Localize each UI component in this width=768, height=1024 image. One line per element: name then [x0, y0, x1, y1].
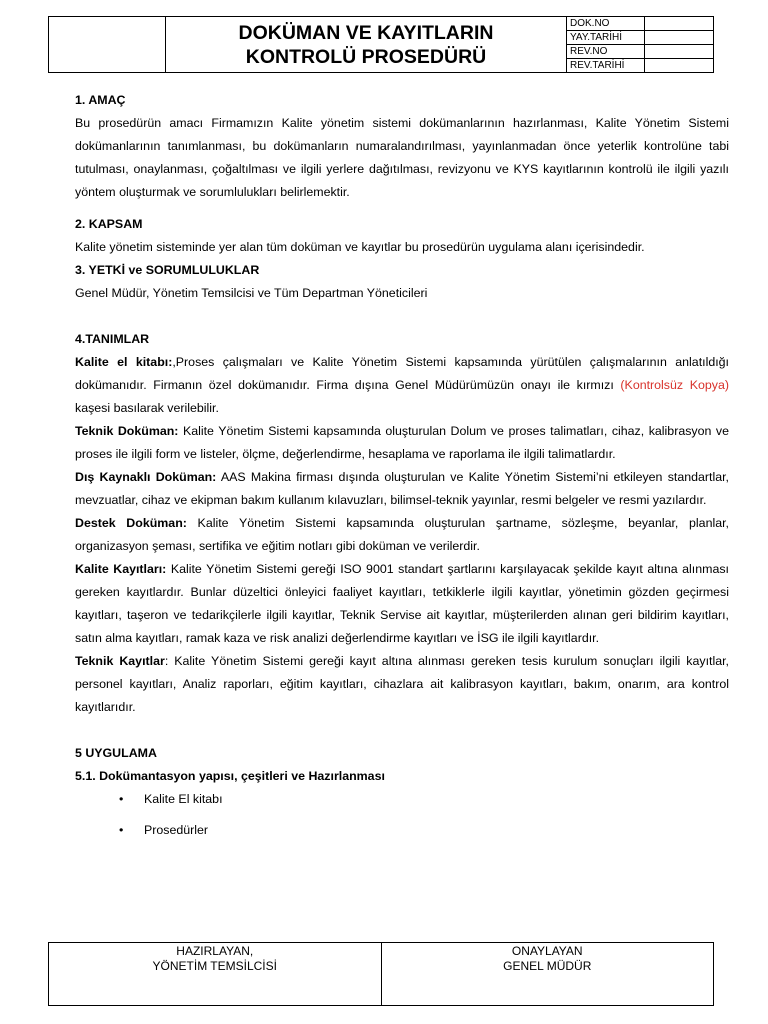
- meta-value-dok-no: [645, 17, 714, 31]
- document-title: [166, 17, 567, 73]
- definition-term: Teknik Doküman:: [75, 424, 179, 438]
- section-text-amac: Bu prosedürün amacı Firmamızın Kalite yönetim sistemi dokümanlarının hazırlanması, Kalite Yönetim Sistemi dokümanlarının tanımlanması, bu dokümanların numaralandırılması, yayınlanmadan önce yeterlik kontrolüne tabi tutulması, onaylanması, çoğaltılması ve ilgili yerlere dağıtılması, revizyonu ve KYS kayıtlarının kontrolü ile ilgili yazılı yöntem oluşturmak ve sorumlulukları belirlemektir.: [75, 116, 729, 199]
- meta-value-rev-tarihi: [645, 59, 714, 73]
- meta-label-yay-tarihi: YAY.TARİHİ: [567, 31, 645, 45]
- definition-text: Kalite Yönetim Sistemi kapsamında oluşturulan Dolum ve proses talimatları, cihaz, kalibrasyon ve proses ile ilgili form ve listeler, ölçme, değerlendirme, hesaplama ve raporlama ile ilgili talimatlardır.: [75, 424, 729, 461]
- definition-destek-dokuman: [75, 512, 729, 558]
- title-line-1: DOKÜMAN VE KAYITLARIN: [238, 21, 494, 44]
- definition-term: Destek Doküman:: [75, 516, 187, 530]
- section-title-uygulama: 5 UYGULAMA: [75, 746, 157, 760]
- definition-term: Kalite Kayıtları:: [75, 562, 167, 576]
- definition-kalite-el-kitabi: [75, 351, 729, 420]
- prepared-by-label: HAZIRLAYAN,: [176, 944, 254, 958]
- definition-dis-kaynakli-dokuman: [75, 466, 729, 512]
- definition-text: ,Proses çalışmaları ve Kalite Yönetim Sistemi kapsamında yürütülen çalışmalarının anlatıldığı dokümanıdır. Firmanın özel dokümanıdır. Firma dışına Genel Müdürümüzün onayı ile kırmızı: [75, 355, 729, 392]
- section-title-amac: 1. AMAÇ: [75, 93, 126, 107]
- definition-term: Kalite el kitabı:: [75, 355, 173, 369]
- definition-text: kaşesi basılarak verilebilir.: [75, 401, 219, 415]
- document-type-list: [75, 788, 729, 842]
- section-title-tanimlar: 4.TANIMLAR: [75, 332, 150, 346]
- logo-cell: [49, 17, 166, 73]
- list-item: • Prosedürler: [75, 819, 729, 842]
- meta-value-yay-tarihi: [645, 31, 714, 45]
- definition-term: Dış Kaynaklı Doküman:: [75, 470, 217, 484]
- meta-label-dok-no: DOK.NO: [567, 17, 645, 31]
- definition-text: Kalite Yönetim Sistemi kapsamında oluşturulan şartname, sözleşme, beyanlar, planlar, organizasyon şeması, sertifika ve eğitim notları gibi doküman ve verilerdir.: [75, 516, 729, 553]
- prepared-by-cell: [49, 943, 382, 1006]
- approved-by-cell: [381, 943, 714, 1006]
- approved-by-label: ONAYLAYAN: [511, 944, 583, 958]
- section-title-kapsam: 2. KAPSAM: [75, 217, 143, 231]
- list-item: • Kalite El kitabı: [75, 788, 729, 811]
- section-text-yetki: Genel Müdür, Yönetim Temsilcisi ve Tüm Departman Yöneticileri: [75, 286, 428, 300]
- meta-label-rev-no: REV.NO: [567, 45, 645, 59]
- approved-by-role: GENEL MÜDÜR: [503, 959, 592, 973]
- definition-teknik-dokuman: [75, 420, 729, 466]
- document-body: [75, 89, 729, 842]
- section-title-yetki: 3. YETKİ ve SORUMLULUKLAR: [75, 263, 260, 277]
- definition-text: : Kalite Yönetim Sistemi gereği kayıt altına alınması gereken tesis kurulum sonuçları ilgili kayıtlar, personel kayıtları, Analiz raporları, eğitim kayıtları, cihazlara ait kalibrasyon kayıtları, bakım, onarım, ara kontrol kayıtlarıdır.: [75, 654, 729, 714]
- definition-teknik-kayitlar: [75, 650, 729, 719]
- definition-kalite-kayitlari: [75, 558, 729, 650]
- definition-term: Teknik Kayıtlar: [75, 654, 165, 668]
- definition-text: Kalite Yönetim Sistemi gereği ISO 9001 standart şartlarını karşılayacak şekilde kayıt altına alınması gereken kayıtlardır. Bunlar düzeltici önleyici faaliyet kayıtları, tetkiklerle ilgili kayıtlar, yönetimin gözden geçirmesi kayıtları, taşeron ve tedarikçilerle ilgili kayıtlar, Teknik Servise ait kayıtlar, müşterilerden alınan geri bildirim kayıtları, satın alma kayıtları, ramak kaza ve risk analizi değerlendirme kayıtları ve İSG ile ilgili kayıtlardır.: [75, 562, 729, 645]
- document-header: [48, 16, 714, 73]
- meta-value-rev-no: [645, 45, 714, 59]
- subsection-title-dokumantasyon: 5.1. Dokümantasyon yapısı, çeşitleri ve Hazırlanması: [75, 769, 385, 783]
- title-line-2: KONTROLÜ PROSEDÜRÜ: [245, 45, 487, 68]
- section-text-kapsam: Kalite yönetim sisteminde yer alan tüm doküman ve kayıtlar bu prosedürün uygulama alanı içerisindedir.: [75, 240, 645, 254]
- meta-label-rev-tarihi: REV.TARİHİ: [567, 59, 645, 73]
- approval-footer: [48, 942, 714, 1006]
- definition-text: AAS Makina firması dışında oluşturulan ve Kalite Yönetim Sistemi’ni etkileyen standartlar, mevzuatlar, cihaz ve ekipman bakım kullanım kılavuzları, bilimsel-teknik yayınlar, resmi belgeler ve resmi yazılardır.: [75, 470, 729, 507]
- prepared-by-role: YÖNETİM TEMSİLCİSİ: [152, 959, 277, 973]
- uncontrolled-copy-note: (Kontrolsüz Kopya): [620, 378, 729, 392]
